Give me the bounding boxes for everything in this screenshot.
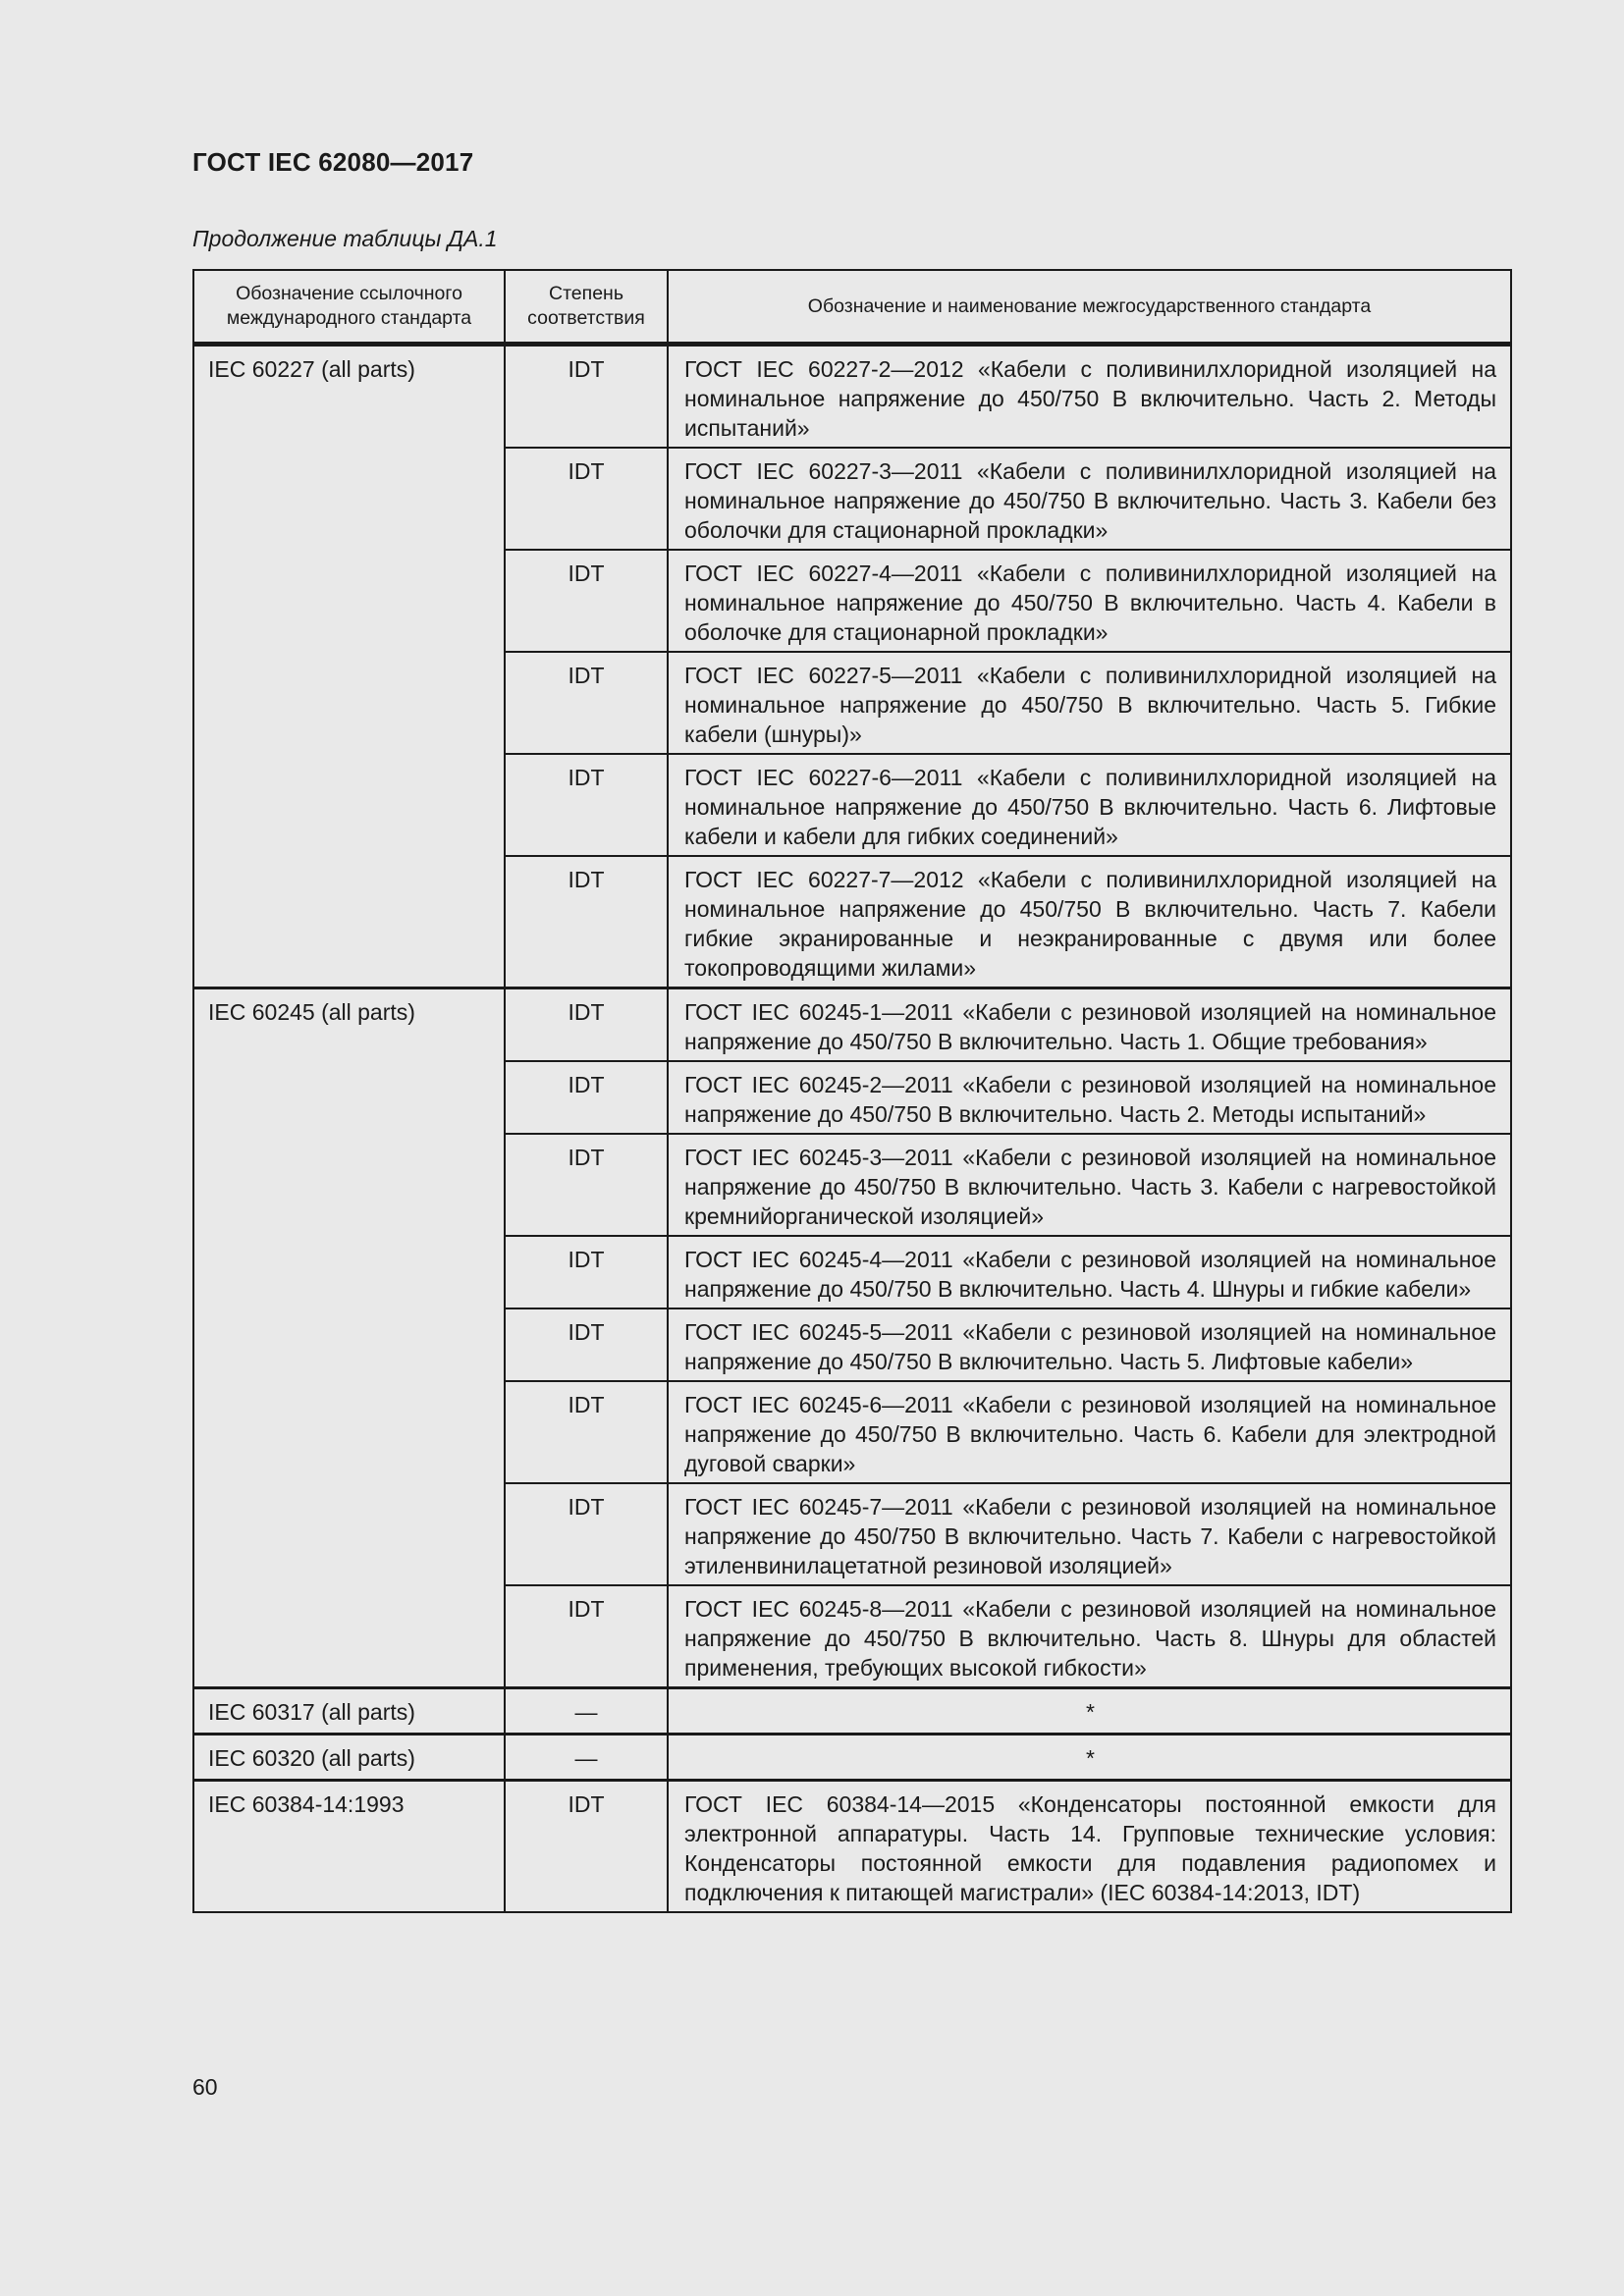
ref-standard-cell: IEC 60245 (all parts) — [193, 988, 505, 1688]
page-number: 60 — [192, 2074, 218, 2100]
standard-name-cell: ГОСТ IEC 60227-3—2011 «Кабели с поливинилхлоридной изоляцией на номинальное напряжение до 450/750 В включительно. Часть 3. Кабели без оболочки для стационарной прокладки» — [668, 448, 1511, 550]
table-header-row — [193, 270, 1511, 345]
degree-cell: IDT — [505, 1781, 668, 1913]
degree-cell: IDT — [505, 754, 668, 856]
table-row — [193, 345, 1511, 449]
standard-name-cell: ГОСТ IEC 60245-1—2011 «Кабели с резиновой изоляцией на номинальное напряжение до 450/750 В включительно. Часть 1. Общие требования» — [668, 988, 1511, 1062]
table-caption: Продолжение таблицы ДА.1 — [192, 226, 498, 251]
standard-name-cell: ГОСТ IEC 60245-7—2011 «Кабели с резиновой изоляцией на номинальное напряжение до 450/750 В включительно. Часть 7. Кабели с нагревостойкой этиленвинилацетатной резиновой изоляцией» — [668, 1483, 1511, 1585]
degree-cell: IDT — [505, 1483, 668, 1585]
standard-name-cell: ГОСТ IEC 60245-2—2011 «Кабели с резиновой изоляцией на номинальное напряжение до 450/750 В включительно. Часть 2. Методы испытаний» — [668, 1061, 1511, 1134]
standard-name-cell: ГОСТ IEC 60245-8—2011 «Кабели с резиновой изоляцией на номинальное напряжение до 450/750 В включительно. Часть 8. Шнуры для областей применения, требующих высокой гибкости» — [668, 1585, 1511, 1688]
standard-name-cell: * — [668, 1688, 1511, 1735]
degree-cell: IDT — [505, 345, 668, 449]
standard-name-cell: ГОСТ IEC 60384-14—2015 «Конденсаторы постоянной емкости для электронной аппаратуры. Часть 14. Групповые технические условия: Конденсаторы постоянной емкости для подавления радиопомех и подключения к питающей магистрали» (IEC 60384-14:2013, IDT) — [668, 1781, 1511, 1913]
column-header-name: Обозначение и наименование межгосударственного стандарта — [668, 270, 1511, 345]
ref-standard-cell: IEC 60227 (all parts) — [193, 345, 505, 988]
ref-standard-cell: IEC 60317 (all parts) — [193, 1688, 505, 1735]
column-header-degree: Степень соответствия — [505, 270, 668, 345]
document-header: ГОСТ IEC 62080—2017 — [192, 147, 474, 177]
table-row — [193, 1688, 1511, 1735]
standard-name-cell: ГОСТ IEC 60245-6—2011 «Кабели с резиновой изоляцией на номинальное напряжение до 450/750 В включительно. Часть 6. Кабели для электродной дуговой сварки» — [668, 1381, 1511, 1483]
table-body — [193, 345, 1511, 1913]
standard-name-cell: ГОСТ IEC 60227-5—2011 «Кабели с поливинилхлоридной изоляцией на номинальное напряжение до 450/750 В включительно. Часть 5. Гибкие кабели (шнуры)» — [668, 652, 1511, 754]
degree-cell: IDT — [505, 988, 668, 1062]
degree-cell: IDT — [505, 856, 668, 988]
degree-cell: IDT — [505, 1134, 668, 1236]
degree-cell: IDT — [505, 550, 668, 652]
ref-standard-cell: IEC 60384-14:1993 — [193, 1781, 505, 1913]
table-row — [193, 1781, 1511, 1913]
standard-name-cell: ГОСТ IEC 60227-4—2011 «Кабели с поливинилхлоридной изоляцией на номинальное напряжение до 450/750 В включительно. Часть 4. Кабели в оболочке для стационарной прокладки» — [668, 550, 1511, 652]
standard-name-cell: * — [668, 1735, 1511, 1781]
table-row — [193, 1735, 1511, 1781]
ref-standard-cell: IEC 60320 (all parts) — [193, 1735, 505, 1781]
degree-cell: IDT — [505, 1308, 668, 1381]
standard-name-cell: ГОСТ IEC 60245-4—2011 «Кабели с резиновой изоляцией на номинальное напряжение до 450/750 В включительно. Часть 4. Шнуры и гибкие кабели» — [668, 1236, 1511, 1308]
standard-name-cell: ГОСТ IEC 60245-3—2011 «Кабели с резиновой изоляцией на номинальное напряжение до 450/750 В включительно. Часть 3. Кабели с нагревостойкой кремнийорганической изоляцией» — [668, 1134, 1511, 1236]
standards-table — [192, 269, 1512, 1913]
standard-name-cell: ГОСТ IEC 60245-5—2011 «Кабели с резиновой изоляцией на номинальное напряжение до 450/750 В включительно. Часть 5. Лифтовые кабели» — [668, 1308, 1511, 1381]
degree-cell: IDT — [505, 1061, 668, 1134]
degree-cell: IDT — [505, 652, 668, 754]
degree-cell: IDT — [505, 448, 668, 550]
degree-cell: — — [505, 1735, 668, 1781]
column-header-ref: Обозначение ссылочного международного стандарта — [193, 270, 505, 345]
table-row — [193, 988, 1511, 1062]
degree-cell: IDT — [505, 1381, 668, 1483]
standard-name-cell: ГОСТ IEC 60227-2—2012 «Кабели с поливинилхлоридной изоляцией на номинальное напряжение до 450/750 В включительно. Часть 2. Методы испытаний» — [668, 345, 1511, 449]
degree-cell: — — [505, 1688, 668, 1735]
standard-name-cell: ГОСТ IEC 60227-6—2011 «Кабели с поливинилхлоридной изоляцией на номинальное напряжение до 450/750 В включительно. Часть 6. Лифтовые кабели и кабели для гибких соединений» — [668, 754, 1511, 856]
standard-name-cell: ГОСТ IEC 60227-7—2012 «Кабели с поливинилхлоридной изоляцией на номинальное напряжение до 450/750 В включительно. Часть 7. Кабели гибкие экранированные и неэкранированные с двумя или более токопроводящими жилами» — [668, 856, 1511, 988]
degree-cell: IDT — [505, 1585, 668, 1688]
degree-cell: IDT — [505, 1236, 668, 1308]
